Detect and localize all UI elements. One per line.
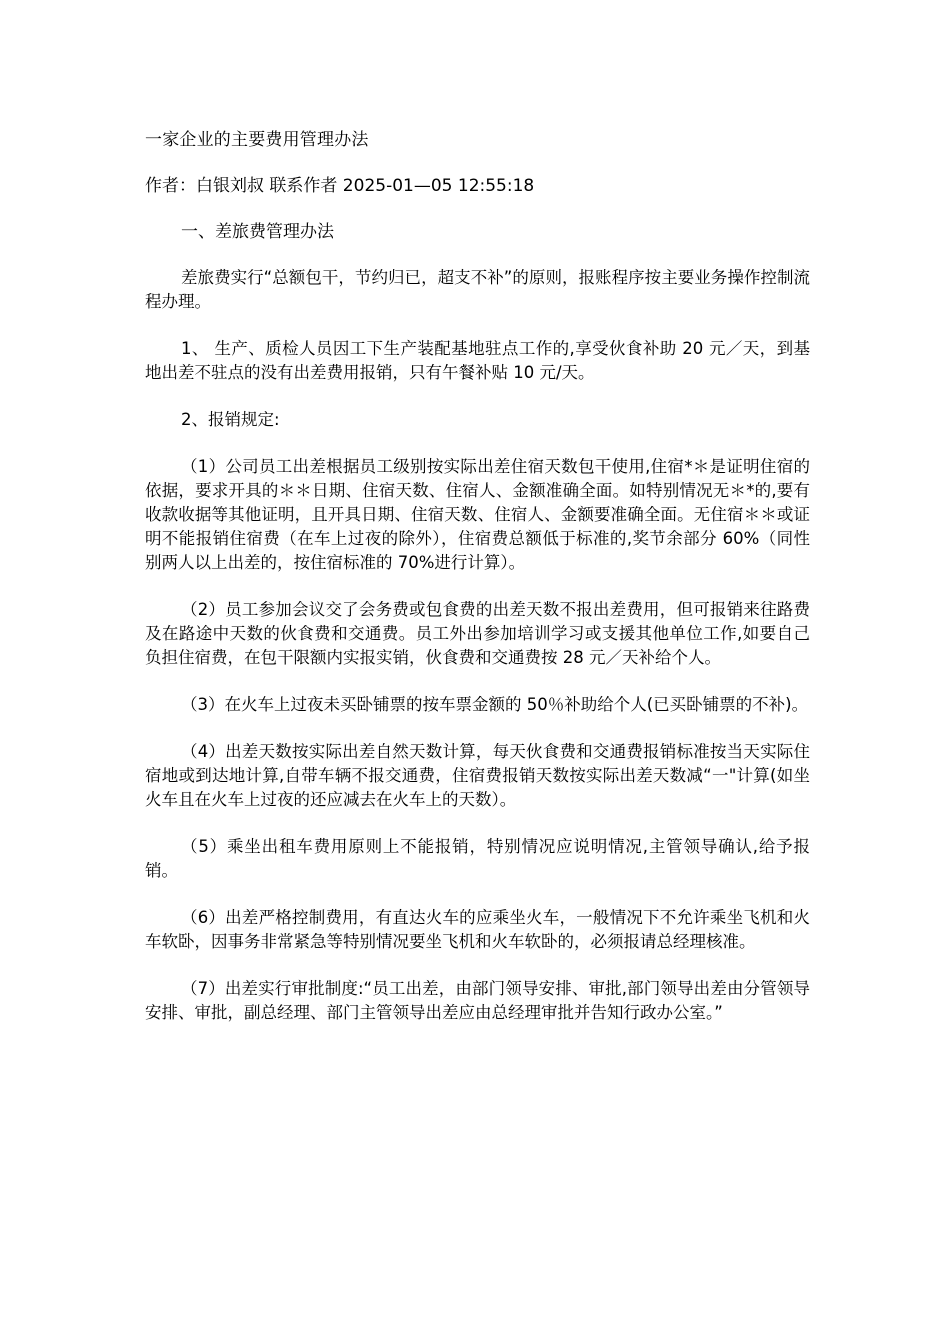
- paragraph-item-2-heading: 2、报销规定:: [181, 410, 280, 429]
- document-title: 一家企业的主要费用管理办法: [145, 130, 369, 150]
- document-page: [145, 128, 810, 1048]
- paragraph-rule-7: （7）出差实行审批制度:“员工出差，由部门领导安排、审批,部门领导出差由分管领导安排、审批，副总经理、部门主管领导出差应由总经理审批并告知行政办公室。”: [145, 979, 810, 1022]
- paragraph-rule-3: （3）在火车上过夜未买卧铺票的按车票金额的 50％补助给个人(已买卧铺票的不补)。: [181, 695, 809, 714]
- paragraph-item-1: 1、 生产、质检人员因工下生产装配基地驻点工作的,享受伙食补助 20 元／天，到基地出差不驻点的没有出差费用报销，只有午餐补贴 10 元/天。: [145, 339, 810, 382]
- byline: 作者：白银刘叔 联系作者 2025-01—05 12:55:18: [145, 176, 535, 196]
- paragraph-rule-1: （1）公司员工出差根据员工级别按实际出差住宿天数包干使用,住宿*＊是证明住宿的依据，要求开具的＊＊日期、住宿天数、住宿人、金额准确全面。如特别情况无＊*的,要有收款收据等其他证明，且开具日期、住宿天数、住宿人、金额要准确全面。无住宿＊＊或证明不能报销住宿费（在车上过夜的除外），住宿费总额低于标准的,奖节余部分 60%（同性别两人以上出差的，按住宿标准的 70%进行计算）。: [145, 457, 810, 572]
- paragraph-rule-5: （5）乘坐出租车费用原则上不能报销，特别情况应说明情况,主管领导确认,给予报销。: [145, 837, 810, 880]
- paragraph-rule-2: （2）员工参加会议交了会务费或包食费的出差天数不报出差费用，但可报销来往路费及在路途中天数的伙食费和交通费。员工外出参加培训学习或支援其他单位工作,如要自己负担住宿费，在包干限额内实报实销，伙食费和交通费按 28 元／天补给个人。: [145, 600, 810, 667]
- paragraph-rule-4: （4）出差天数按实际出差自然天数计算，每天伙食费和交通费报销标准按当天实际住宿地或到达地计算,自带车辆不报交通费，住宿费报销天数按实际出差天数减“一"计算(如坐火车且在火车上过夜的还应减去在火车上的天数）。: [145, 742, 810, 809]
- paragraph-principle: 差旅费实行“总额包干，节约归已，超支不补”的原则，报账程序按主要业务操作控制流程办理。: [145, 268, 810, 311]
- section-heading-travel-expenses: 一、差旅费管理办法: [181, 222, 334, 242]
- paragraph-rule-6: （6）出差严格控制费用，有直达火车的应乘坐火车，一般情况下不允许乘坐飞机和火车软卧，因事务非常紧急等特别情况要坐飞机和火车软卧的，必须报请总经理核准。: [145, 908, 810, 951]
